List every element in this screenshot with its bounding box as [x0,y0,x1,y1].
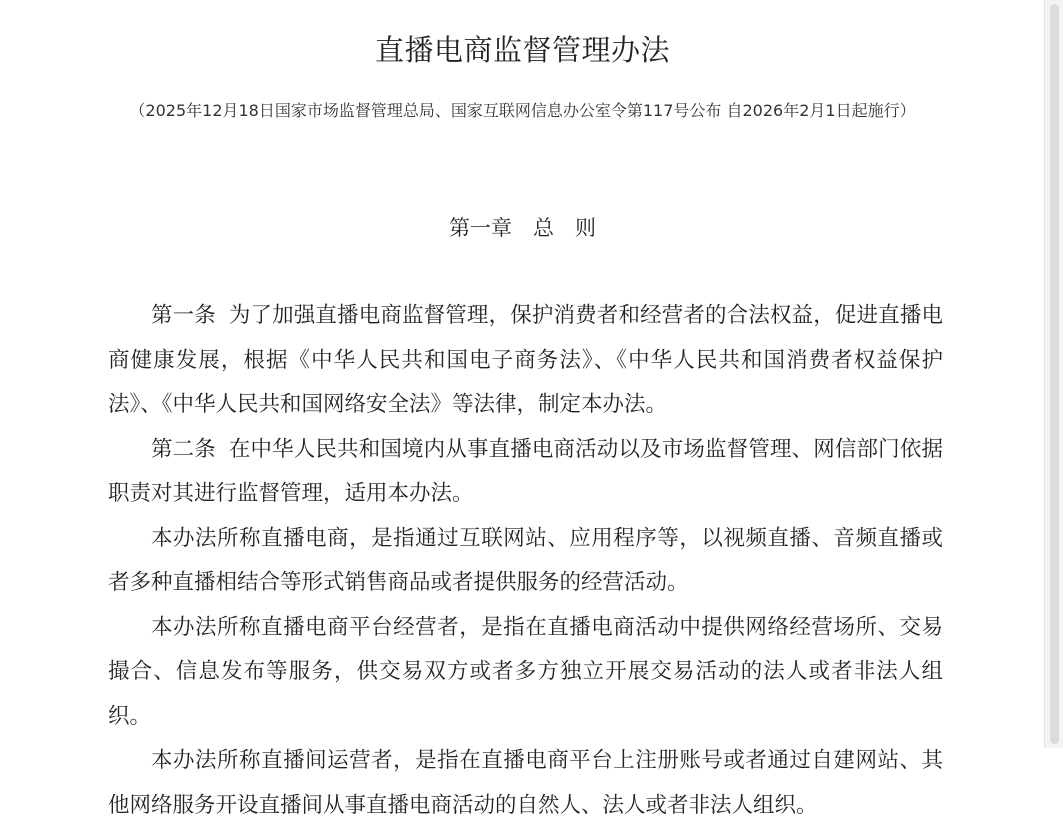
paragraph-text: 本办法所称直播电商，是指通过互联网站、应用程序等，以视频直播、音频直播或者多种直播相结合等形式销售商品或者提供服务的经营活动。 [108,525,943,595]
article-label: 第二条 [151,436,216,462]
paragraph-text: 为了加强直播电商监督管理，保护消费者和经营者的合法权益，促进直播电商健康发展，根据《中华人民共和国电子商务法》、《中华人民共和国消费者权益保护法》、《中华人民共和国网络安全法》等法律，制定本办法。 [108,303,943,417]
document-title: 直播电商监督管理办法 [374,33,670,67]
paragraph [108,517,943,606]
document-subtitle: （2025年12月18日国家市场监督管理总局、国家互联网信息办公室令第117号公布 自2026年2月1日起施行） [129,101,916,120]
paragraph [108,294,943,428]
paragraph-text: 在中华人民共和国境内从事直播电商活动以及市场监督管理、网信部门依据职责对其进行监督管理，适用本办法。 [108,436,943,506]
scrollbar-thumb[interactable] [1050,4,1059,744]
paragraph-text: 本办法所称直播电商平台经营者，是指在直播电商活动中提供网络经营场所、交易撮合、信息发布等服务，供交易双方或者多方独立开展交易活动的法人或者非法人组织。 [108,614,943,729]
paragraph [108,428,943,517]
chapter-heading: 第一章 总 则 [449,216,596,240]
paragraph [108,606,943,740]
paragraph-text: 本办法所称直播间运营者，是指在直播电商平台上注册账号或者通过自建网站、其他网络服务开设直播间从事直播电商活动的自然人、法人或者非法人组织。 [108,748,943,818]
document-body [108,294,943,828]
article-label: 第一条 [151,303,216,328]
vertical-scrollbar[interactable] [1044,0,1063,748]
paragraph [108,739,943,828]
